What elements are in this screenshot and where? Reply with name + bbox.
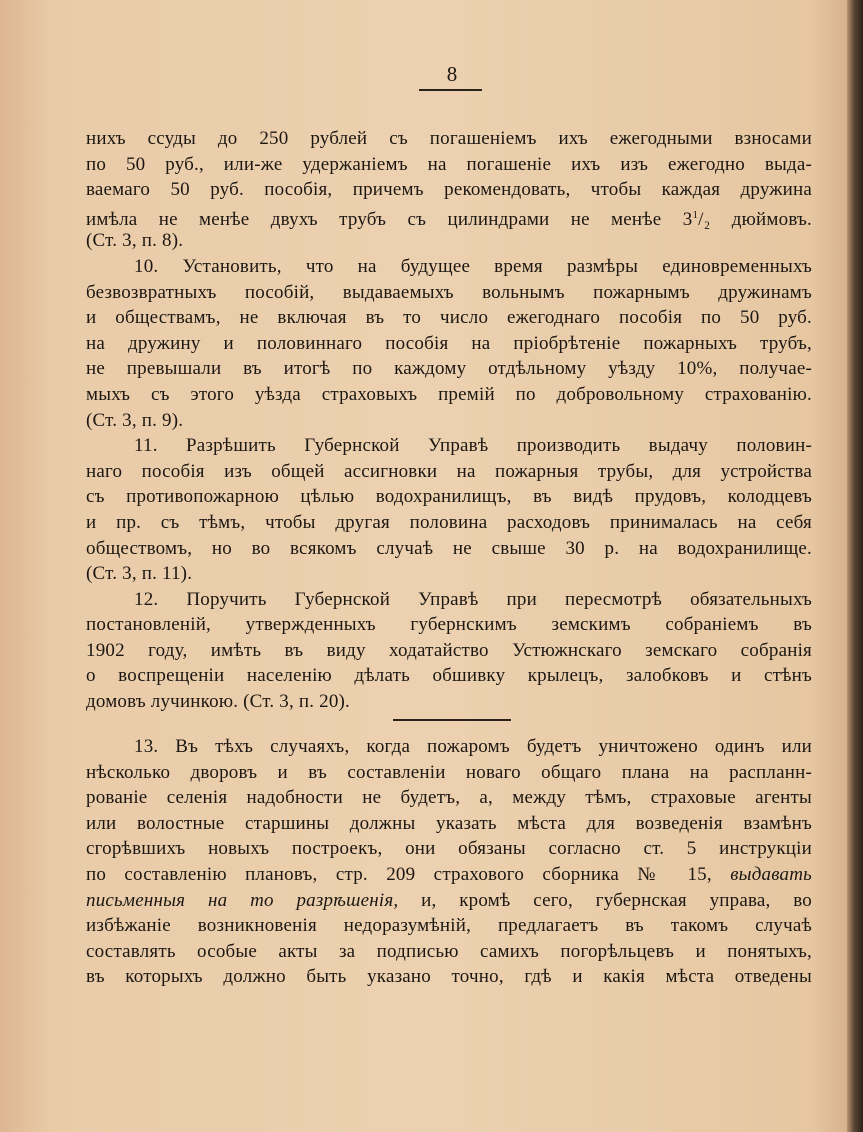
- text-line-content: обществомъ, но во всякомъ случаѣ не свыше 30 р. на водохранилище.: [86, 537, 812, 559]
- text-line: [86, 152, 812, 178]
- text-line: [86, 280, 812, 306]
- text-line: [86, 126, 812, 152]
- text-line-content: по 50 руб., или-же удержаніемъ на погашеніе ихъ изъ ежегодно выда-: [86, 153, 812, 175]
- text-line: [86, 254, 812, 280]
- text-line: [86, 561, 812, 587]
- page-number-underline: [419, 89, 482, 91]
- text-line: [86, 785, 812, 811]
- text-line: [86, 663, 812, 689]
- section-13-text-block: [86, 734, 812, 990]
- text-line: [86, 459, 812, 485]
- page-number: 8: [446, 62, 458, 86]
- text-line-content: въ которыхъ должно быть указано точно, гдѣ и какія мѣста отведены: [86, 966, 812, 988]
- text-line-content: имѣла не менѣе двухъ трубъ съ цилиндрами не менѣе 3: [86, 208, 693, 230]
- text-line-content: /₂ дюймовъ.: [698, 208, 812, 230]
- text-line-content: 12. Поручить Губернской Управѣ при пересмотрѣ обязательныхъ: [134, 588, 812, 610]
- text-line-content: сгорѣвшихъ новыхъ построекъ, они обязаны согласно ст. 5 инструкціи: [86, 838, 812, 860]
- text-line: [86, 587, 812, 613]
- text-line: [86, 356, 812, 382]
- text-line-content: (Ст. 3, п. 8).: [86, 230, 184, 252]
- text-line: [86, 913, 812, 939]
- italic-emphasis: письменныя на то разрѣшенія,: [86, 889, 399, 911]
- text-line-content: 13. Въ тѣхъ случаяхъ, когда пожаромъ будетъ уничтожено одинъ или: [134, 736, 812, 757]
- text-line-content: о воспрещеніи населенію дѣлать обшивку крылецъ, залобковъ и стѣнъ: [86, 665, 812, 687]
- text-line-content: (Ст. 3, п. 11).: [86, 563, 193, 585]
- text-line-content: составлять особые акты за подписью самихъ погорѣльцевъ и понятыхъ,: [86, 940, 812, 962]
- text-line: [86, 228, 812, 254]
- text-line: [86, 203, 812, 229]
- text-line: [86, 734, 812, 760]
- superscript-numeral: 1: [692, 208, 699, 221]
- text-line-content: или волостные старшины должны указать мѣста для возведенія взамѣнъ: [86, 812, 812, 834]
- text-line-content: и пр. съ тѣмъ, чтобы другая половина расходовъ принималась на себя: [86, 511, 812, 533]
- text-line-content: 1902 году, имѣть въ виду ходатайство Устюжнскаго земскаго собранія: [86, 639, 812, 661]
- main-text-block: [86, 126, 812, 715]
- text-line-content: 10. Установить, что на будущее время размѣры единовременныхъ: [134, 255, 812, 277]
- italic-emphasis: выдавать: [730, 863, 812, 885]
- text-line-content: и обществамъ, не включая въ то число ежегоднаго пособія по 50 руб.: [86, 307, 812, 329]
- text-line-content: домовъ лучинкою. (Ст. 3, п. 20).: [86, 691, 351, 713]
- text-line-content: мыхъ съ этого уѣзда страховыхъ премій по добровольному страхованію.: [86, 383, 812, 405]
- text-line-content: наго пособія изъ общей ассигновки на пожарныя трубы, для устройства: [86, 460, 812, 482]
- text-line-content: съ противопожарною цѣлью водохранилищъ, въ видѣ прудовъ, колодцевъ: [86, 486, 812, 508]
- text-line-content: рованіе селенія надобности не будетъ, а, между тѣмъ, страховые агенты: [86, 787, 812, 809]
- text-line: [86, 484, 812, 510]
- text-line-content: нѣсколько дворовъ и въ составленіи новаго общаго плана на распланн-: [86, 761, 812, 783]
- text-line: [86, 177, 812, 203]
- text-line: [86, 331, 812, 357]
- text-line-content: (Ст. 3, п. 9).: [86, 409, 184, 431]
- text-line: [86, 888, 812, 914]
- section-separator: [393, 719, 511, 721]
- text-line-content: 11. Разрѣшить Губернской Управѣ производить выдачу половин-: [134, 435, 812, 457]
- text-line: [86, 638, 812, 664]
- text-line: [86, 536, 812, 562]
- text-line: [86, 689, 812, 715]
- text-line: [86, 836, 812, 862]
- text-line-content: безвозвратныхъ пособій, выдаваемыхъ вольнымъ пожарнымъ дружинамъ: [86, 281, 812, 303]
- text-line-content: избѣжаніе возникновенія недоразумѣній, предлагаетъ въ такомъ случаѣ: [86, 915, 812, 937]
- text-line: [86, 382, 812, 408]
- text-line: [86, 862, 812, 888]
- text-line: [86, 939, 812, 965]
- text-line: [86, 510, 812, 536]
- text-line-content: не превышали въ итогѣ по каждому отдѣльному уѣзду 10%, получае-: [86, 358, 812, 380]
- text-line-content: постановленій, утвержденныхъ губернскимъ земскимъ собраніемъ въ: [86, 614, 812, 636]
- text-line: [86, 760, 812, 786]
- text-line: [86, 964, 812, 990]
- text-line-content: по составленію плановъ, стр. 209 страхового сборника № 15,: [86, 863, 712, 885]
- text-line-content: ваемаго 50 руб. пособія, причемъ рекомендовать, чтобы каждая дружина: [86, 179, 812, 201]
- text-line-content: на дружину и половиннаго пособія на пріобрѣтеніе пожарныхъ трубъ,: [86, 332, 812, 354]
- text-line: [86, 811, 812, 837]
- text-line: [86, 612, 812, 638]
- text-line: [86, 408, 812, 434]
- page-edge-shadow: [847, 0, 863, 1132]
- text-line: [86, 433, 812, 459]
- text-line-content: и, кромѣ сего, губернская управа, во: [421, 889, 813, 911]
- text-line: [86, 305, 812, 331]
- text-line-content: нихъ ссуды до 250 рублей съ погашеніемъ ихъ ежегодными взносами: [86, 128, 812, 149]
